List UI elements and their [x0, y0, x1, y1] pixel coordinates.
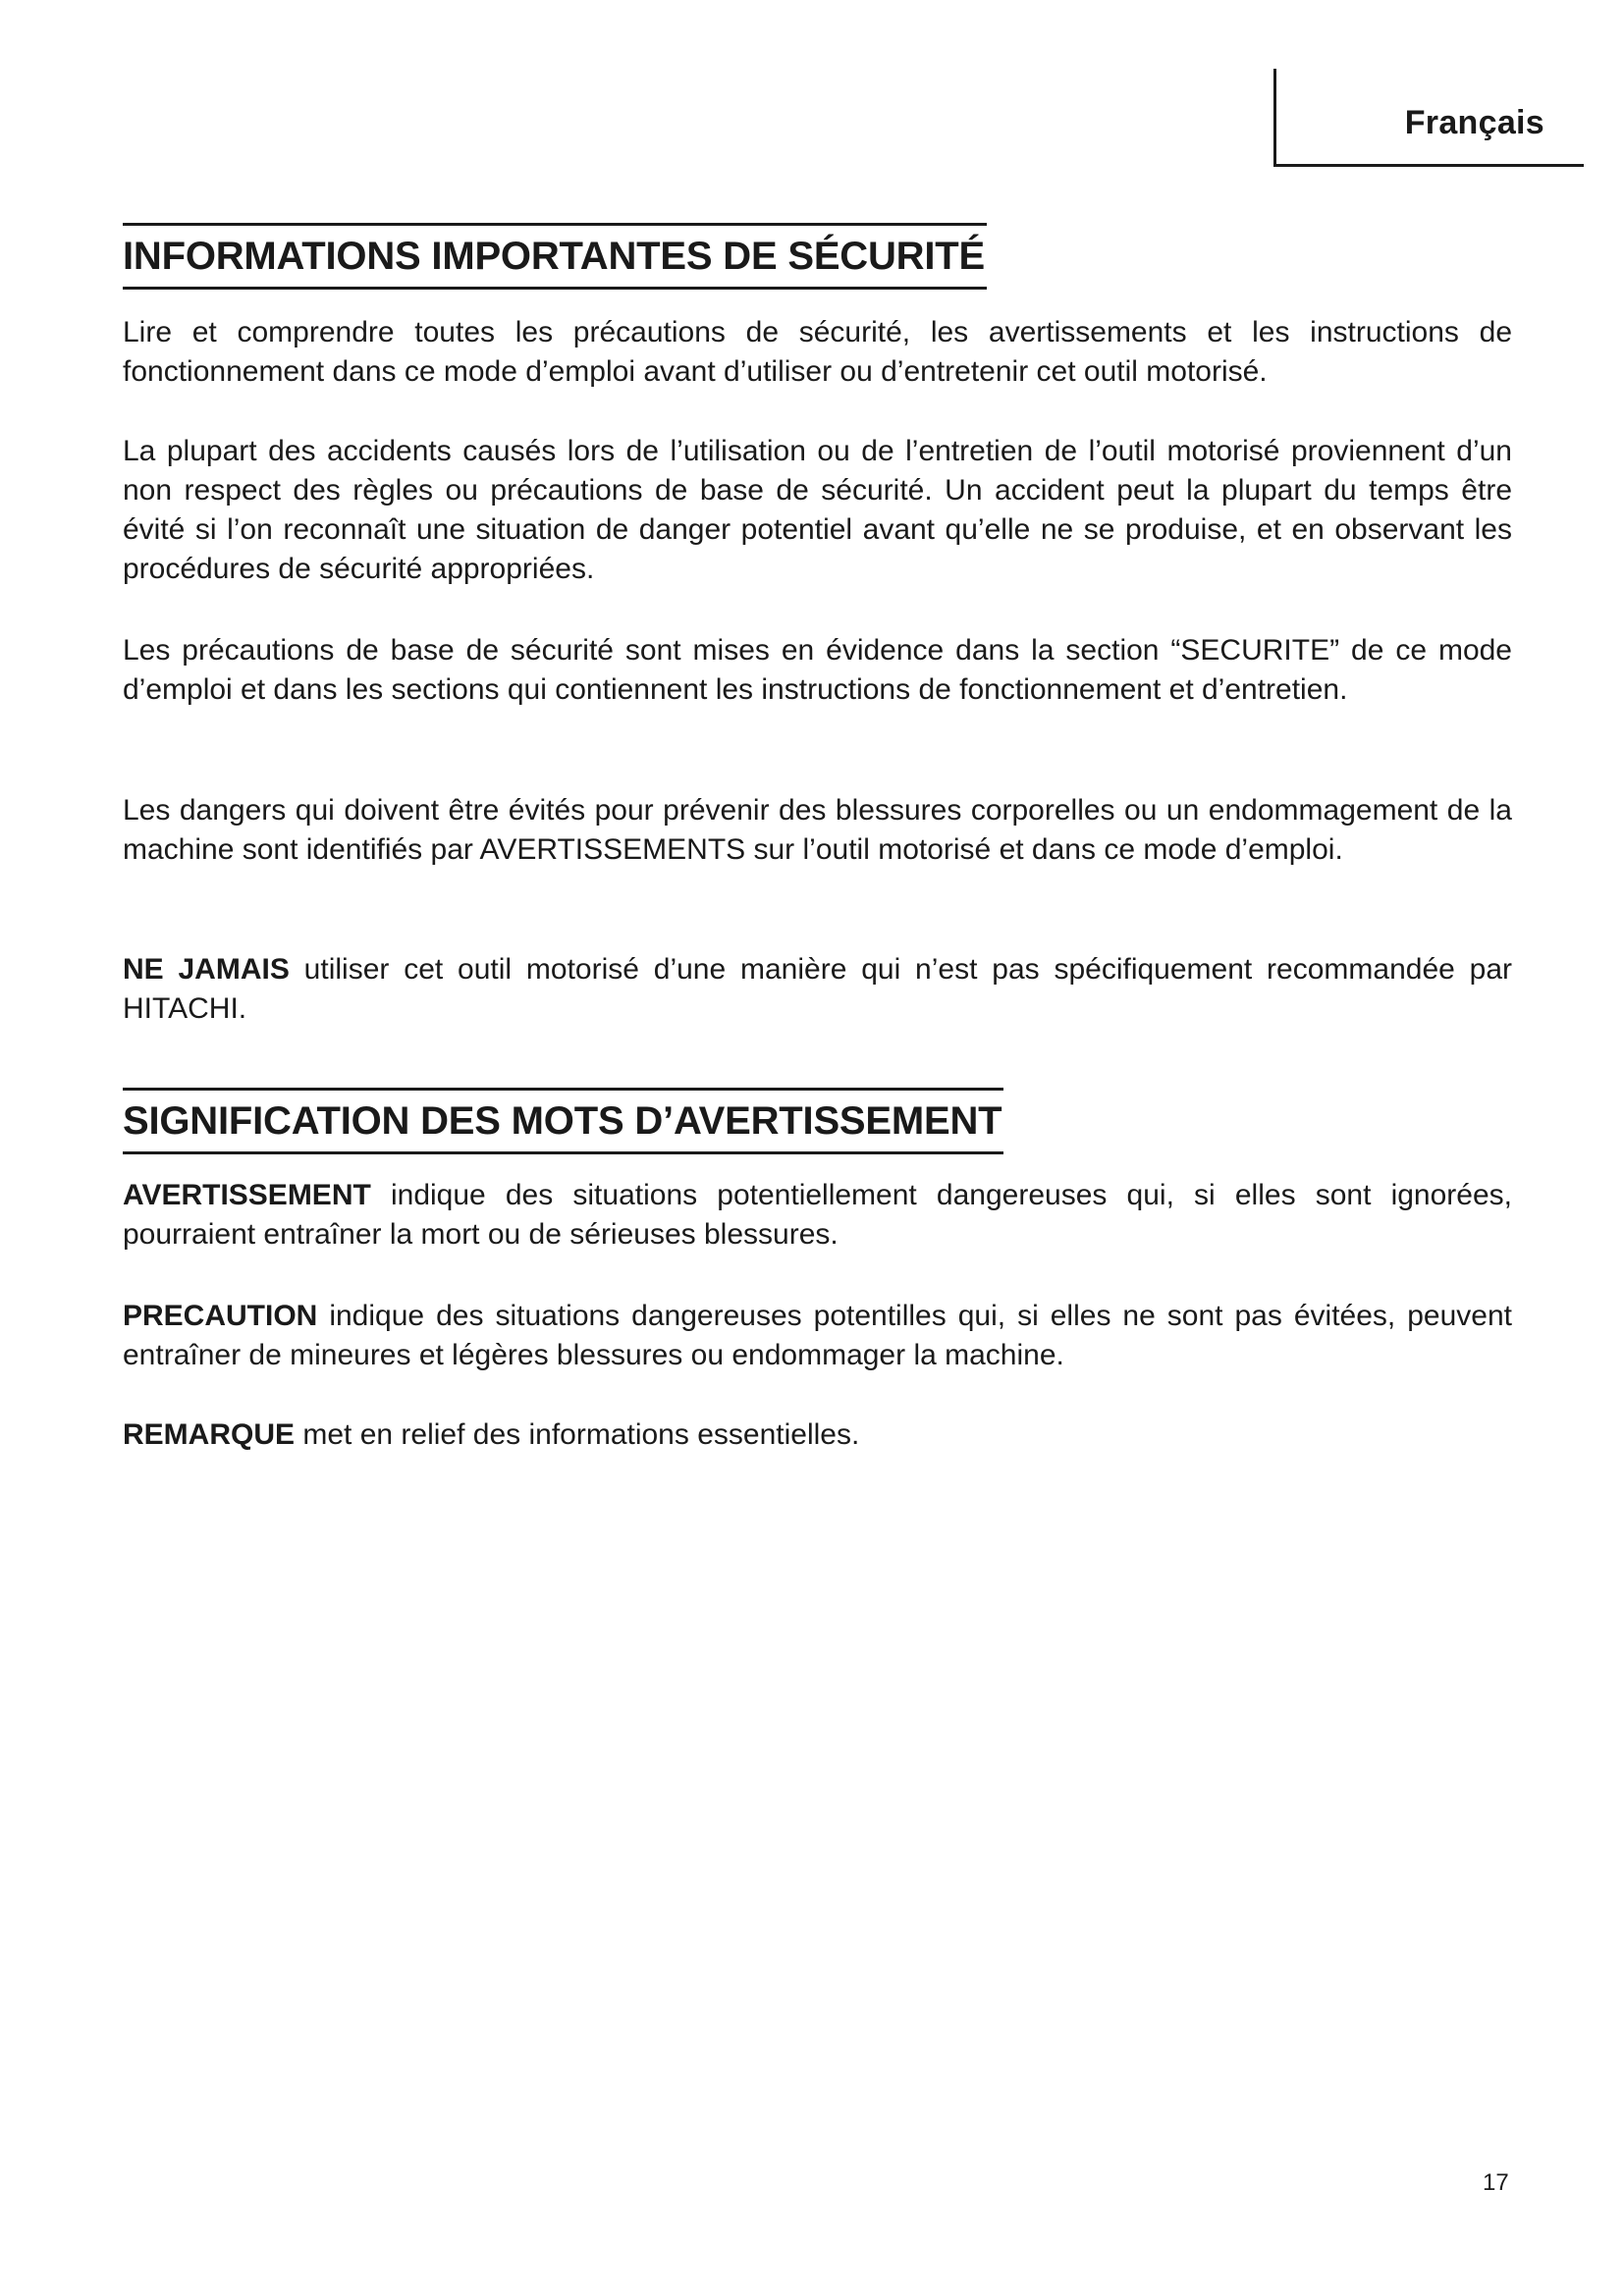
term-warning: AVERTISSEMENT — [123, 1179, 371, 1211]
term-caution: PRECAUTION — [123, 1300, 318, 1332]
accidents-paragraph: La plupart des accidents causés lors de l’utilisation ou de l’entretien de l’outil motorisé proviennent d’un non respect des règles ou précautions de base de sécurité. Un accident peut la plupart du temps être évité si l’on reconnaît une situation de danger potentiel avant qu’elle ne se produise, et en observant les procédures de sécurité appropriées. — [123, 435, 1512, 585]
section-heading-rule — [123, 1088, 1003, 1154]
definition-caution — [123, 1297, 1512, 1375]
safety-information-section — [123, 223, 1512, 290]
never-text: utiliser cet outil motorisé d’une manière qui n’est pas spécifiquement recommandée par HITACHI. — [123, 953, 1513, 1025]
language-label: Français — [1404, 104, 1544, 141]
never-paragraph — [123, 950, 1512, 1029]
term-note: REMARQUE — [123, 1418, 296, 1451]
intro-paragraph: Lire et comprendre toutes les précautions de sécurité, les avertissements et les instructions de fonctionnement dans ce mode d’emploi avant d’utiliser ou d’entretenir cet outil motorisé. — [123, 316, 1512, 388]
section-heading-rule — [123, 223, 987, 290]
definition-warning — [123, 1176, 1512, 1255]
definition-note-text: met en relief des informations essentielles. — [295, 1418, 860, 1451]
warning-words-section — [123, 1088, 1512, 1154]
page-number: 17 — [1483, 2169, 1509, 2196]
safety-information-title: INFORMATIONS IMPORTANTES DE SÉCURITÉ — [123, 235, 985, 278]
definition-note — [123, 1415, 1512, 1455]
definition-warning-text: indique des situations potentiellement dangereuses qui, si elles sont ignorées, pourraient entraîner la mort ou de sérieuses blessures. — [123, 1179, 1512, 1251]
definition-caution-text: indique des situations dangereuses potentilles qui, si elles ne sont pas évitées, peuvent entraîner de mineures et légères blessures ou endommager la machine. — [123, 1300, 1512, 1371]
dangers-paragraph: Les dangers qui doivent être évités pour prévenir des blessures corporelles ou un endommagement de la machine sont identifiés par AVERTISSEMENTS sur l’outil motorisé et dans ce mode d’emploi. — [123, 794, 1512, 866]
warning-words-title: SIGNIFICATION DES MOTS D’AVERTISSEMENT — [123, 1099, 1002, 1143]
never-keyword: NE JAMAIS — [123, 953, 290, 986]
language-tab — [1273, 69, 1584, 167]
basic-precautions-paragraph: Les précautions de base de sécurité sont mises en évidence dans la section “SECURITE” de ce mode d’emploi et dans les sections qui contiennent les instructions de fonctionnement et d’entretien. — [123, 634, 1512, 706]
